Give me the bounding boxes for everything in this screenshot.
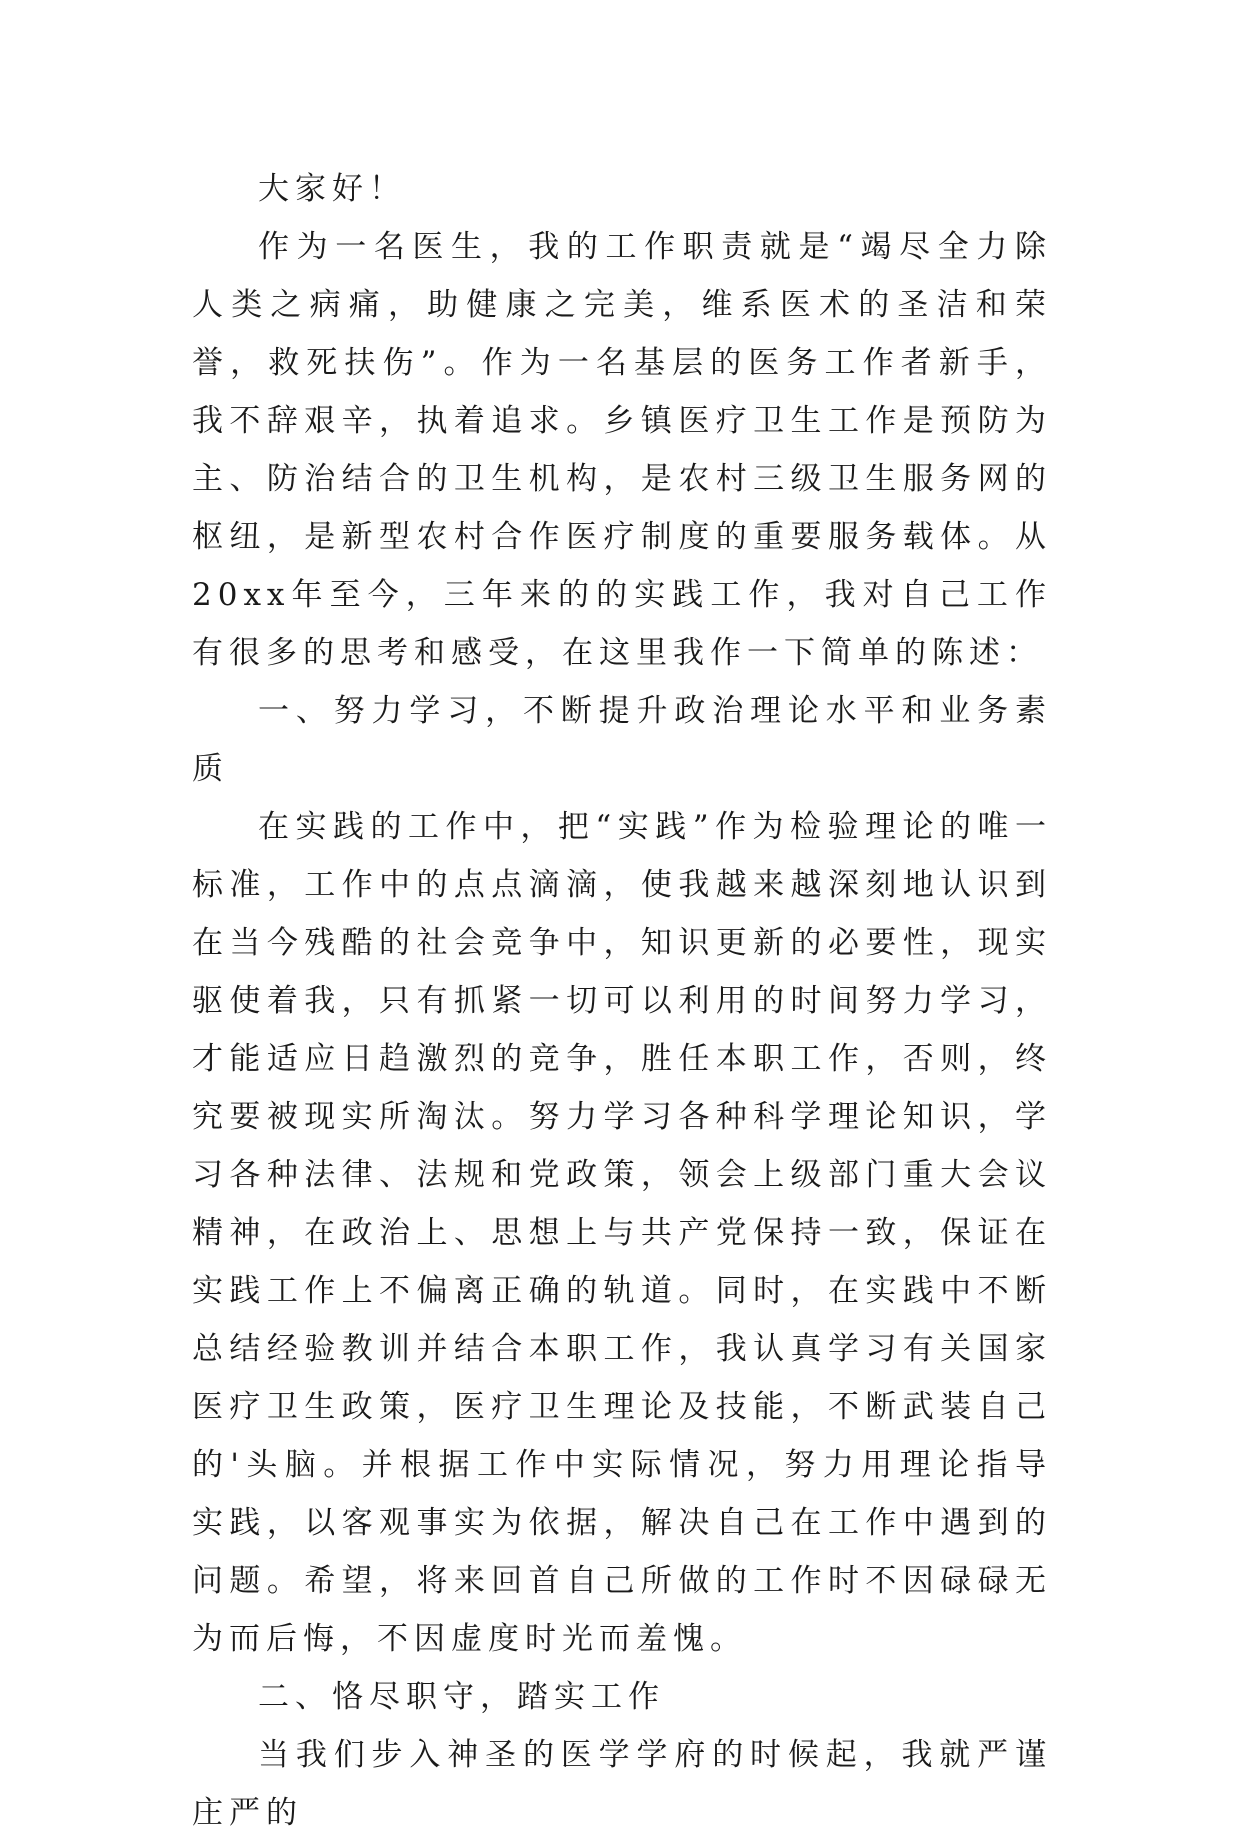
intro-paragraph: 作为一名医生，我的工作职责就是“竭尽全力除人类之病痛，助健康之完美，维系医术的圣洁和荣誉，救死扶伤”。作为一名基层的医务工作者新手，我不辞艰辛，执着追求。乡镇医疗卫生工作是预防为主、防治结合的卫生机构，是农村三级卫生服务网的枢纽，是新型农村合作医疗制度的重要服务载体。从20xx年至今，三年来的的实践工作，我对自己工作有很多的思考和感受，在这里我作一下简单的陈述：: [192, 229, 1052, 671]
greeting-paragraph: 大家好！: [258, 171, 406, 207]
section-heading-1: 一、努力学习，不断提升政治理论水平和业务素质: [192, 693, 1052, 787]
section-heading-2: 二、恪尽职守，踏实工作: [258, 1679, 665, 1715]
section-1-paragraph: 在实践的工作中，把“实践”作为检验理论的唯一标准，工作中的点点滴滴，使我越来越深刻地认识到在当今残酷的社会竞争中，知识更新的必要性，现实驱使着我，只有抓紧一切可以利用的时间努力学习，才能适应日趋激烈的竞争，胜任本职工作，否则，终究要被现实所淘汰。努力学习各种科学理论知识，学习各种法律、法规和党政策，领会上级部门重大会议精神，在政治上、思想上与共产党保持一致，保证在实践工作上不偏离正确的轨道。同时，在实践中不断总结经验教训并结合本职工作，我认真学习有关国家医疗卫生政策，医疗卫生理论及技能，不断武装自己的'头脑。并根据工作中实际情况，努力用理论指导实践，以客观事实为依据，解决自己在工作中遇到的问题。希望，将来回首自己所做的工作时不因碌碌无为而后悔，不因虚度时光而羞愧。: [192, 809, 1052, 1657]
section-2-paragraph: 当我们步入神圣的医学学府的时候起，我就严谨庄严的: [192, 1737, 1052, 1831]
document-body: [192, 160, 1052, 1842]
